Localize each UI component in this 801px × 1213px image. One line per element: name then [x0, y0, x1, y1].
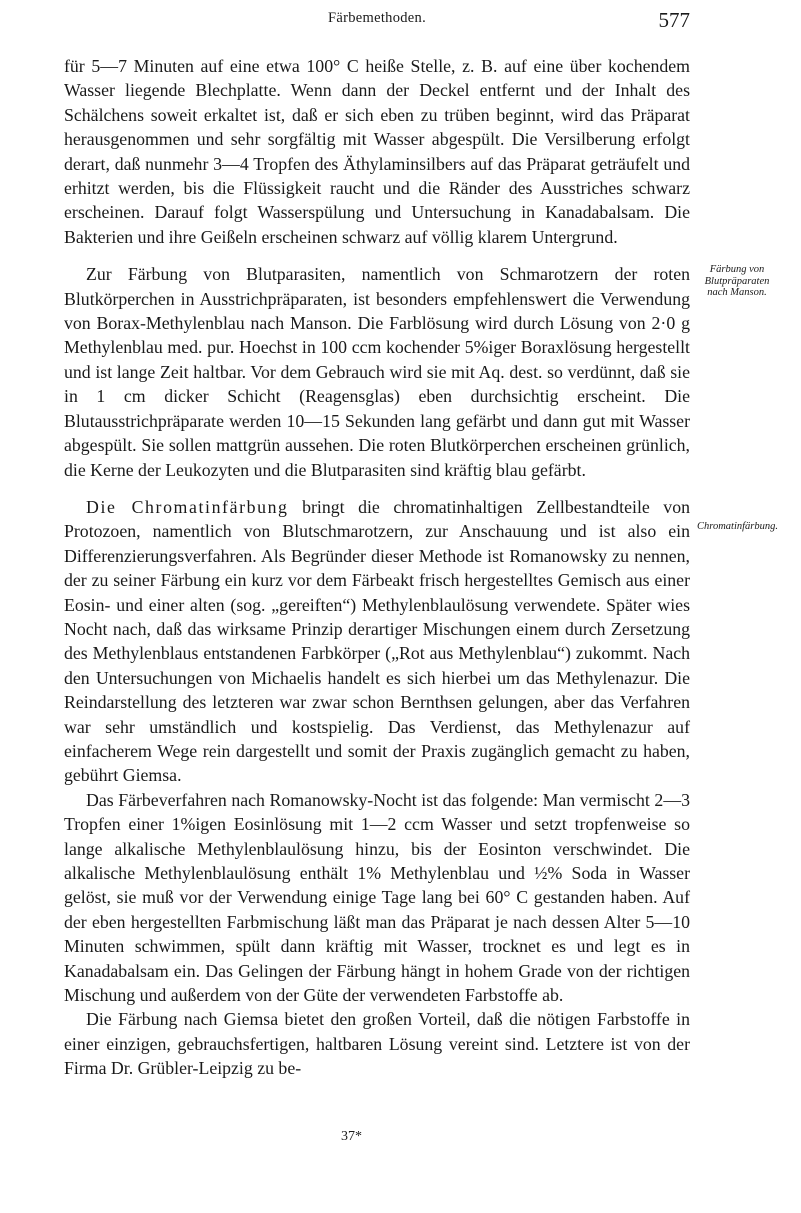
printer-signature: 37*	[341, 1129, 362, 1144]
paragraph-blood-parasites: Zur Färbung von Blutparasiten, namentlich von Schmarotzern der roten Blutkörperchen in Ausstrichpräparaten, ist besonders empfehlenswert die Verwendung von Borax-Methylenblau nach Manson. Die Farblösung wird durch Lösung von 2·0 g Methylenblau med. pur. Hoechst in 100 ccm kochender 5%iger Boraxlösung hergestellt und ist lange Zeit haltbar. Vor dem Gebrauch wird sie mit Aq. dest. so verdünnt, daß sie in 1 cm dicker Schicht (Reagensglas) eben durchsichtig erscheint. Die Blutausstrichpräparate werden 10—15 Sekunden lang gefärbt und dann gut mit Wasser abgespült. Sie sollen mattgrün aussehen. Die roten Blutkörperchen erscheinen grünlich, die Kerne der Leukozyten und die Blutparasiten sind kräftig blau gefärbt.	[64, 264, 690, 480]
chromatin-lead-term: Die Chromatinfärbung	[86, 496, 289, 517]
running-title: Färbemethoden.	[327, 10, 427, 26]
body-text	[64, 54, 690, 1081]
paragraph-giemsa: Die Färbung nach Giemsa bietet den großen Vorteil, daß die nötigen Farbstoffe in einer einzigen, gebrauchsfertigen, haltbaren Lösung vereint sind. Letztere ist von der Firma Dr. Grübler-Leipzig zu be-	[64, 1009, 690, 1079]
paragraph-chromatin	[64, 495, 690, 788]
paragraph-silver-staining: für 5—7 Minuten auf eine etwa 100° C heiße Stelle, z. B. auf eine über kochendem Wasser liegende Blechplatte. Wenn dann der Deckel entfernt und der Inhalt des Schälchens soweit erkaltet ist, daß er sich eben zu trüben beginnt, wird das Präparat herausgenommen und sehr sorgfältig mit Wasser abgespült. Die Versilberung erfolgt derart, daß nunmehr 3—4 Tropfen des Äthylaminsilbers auf das Präparat geträufelt und erhitzt werden, bis die Flüssigkeit raucht und die Ränder des Ausstriches schwarz erscheinen. Darauf folgt Wasserspülung und Untersuchung in Kanadabalsam. Die Bakterien und ihre Geißeln erscheinen schwarz auf völlig klarem Untergrund.	[64, 56, 690, 247]
margin-note-chromatin: Chromatinfärbung.	[697, 521, 778, 532]
paragraph-romanowsky-nocht: Das Färbeverfahren nach Romanowsky-Nocht ist das folgende: Man vermischt 2—3 Tropfen einer 1%igen Eosinlösung mit 1—2 ccm Wasser und setzt tropfenweise so lange alkalische Methylenblaulösung hinzu, bis der Eosinton verschwindet. Die alkalische Methylenblaulösung enthält 1% Methylenblau und ½% Soda in Wasser gelöst, sie muß vor der Verwendung einige Tage lang bei 60° C gestanden haben. Auf der eben hergestellten Farbmischung läßt man das Präparat je nach dessen Alter 5—10 Minuten schwimmen, spült dann kräftig mit Wasser, trocknet es und legt es in Kanadabalsam ein. Das Gelingen der Färbung hängt in hohem Grade von der richtigen Mischung und außerdem von der Güte der verwendeten Farbstoffe ab.	[64, 789, 690, 1006]
running-head	[64, 8, 690, 38]
page-number: 577	[658, 8, 690, 32]
margin-note-blood-parasites: Färbung von Blutpräparaten nach Manson.	[704, 264, 770, 298]
chromatin-text: bringt die chromatinhaltigen Zellbestandteile von Protozoen, namentlich von Blutschmarotzern, zur Anschauung und ist also ein Differenzierungsverfahren. Als Begründer dieser Methode ist Romanowsky zu nennen, der zu seiner Färbung ein kurz vor dem Färbeakt frisch hergestelltes Gemisch aus einer Eosin- und einer alten (sog. „gereiften“) Methylenblaulösung verwendete. Später wies Nocht nach, daß das wirksame Prinzip derartiger Mischungen einem durch Zersetzung des Methylenblaus entstandenen Farbkörper („Rot aus Methylenblau“) zukommt. Nach den Untersuchungen von Michaelis handelt es sich hierbei um das Methylenazur. Die Reindarstellung des letzteren war zwar schon Bernthsen gelungen, aber das Verfahren war sehr umständlich und kostspielig. Das Verdienst, das Methylenazur auf einfacherem Wege rein dargestellt und somit der Praxis zugänglich gemacht zu haben, gebührt Giemsa.	[64, 496, 690, 786]
